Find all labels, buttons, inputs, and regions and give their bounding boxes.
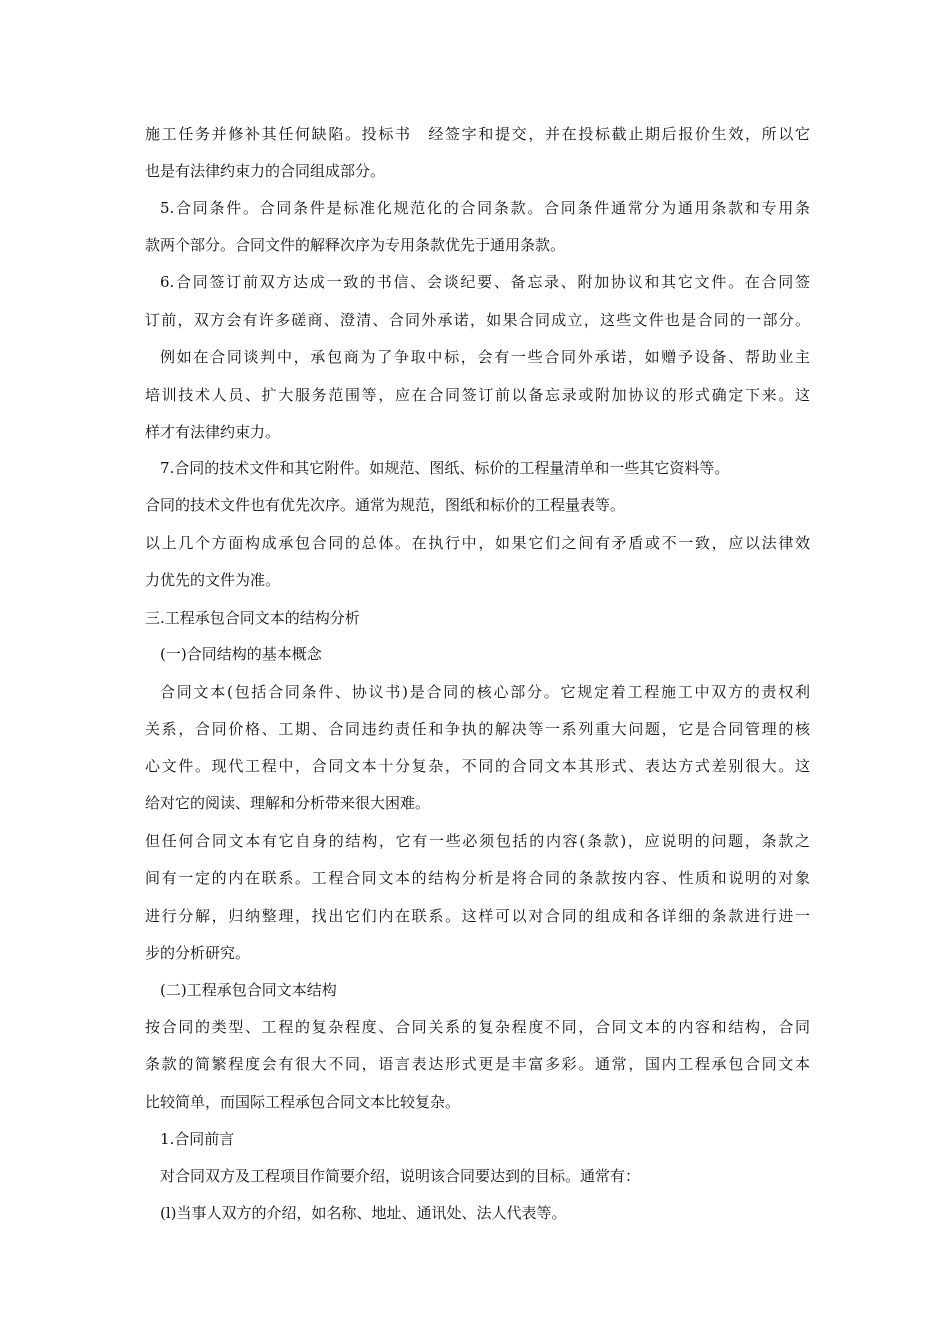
text-line: 关系，合同价格、工期、合同违约责任和争执的解决等一系列重大问题，它是合同管理的核	[145, 720, 810, 738]
text-line: 合同的技术文件也有优先次序。通常为规范，图纸和标价的工程量表等。	[145, 496, 626, 514]
text-line: 施工任务并修补其任何缺陷。投标书 经签字和提交，并在投标截止期后报价生效，所以它	[145, 125, 810, 143]
text-line: 以上几个方面构成承包合同的总体。在执行中，如果它们之间有矛盾或不一致，应以法律效	[145, 534, 810, 552]
section-heading: 三.工程承包合同文本的结构分析	[145, 609, 360, 627]
text-line: 5.合同条件。合同条件是标准化规范化的合同条款。合同条件通常分为通用条款和专用条	[160, 199, 810, 217]
text-line: 订前，双方会有许多磋商、澄清、合同外承诺，如果合同成立，这些文件也是合同的一部分。	[145, 311, 810, 329]
text-line: 培训技术人员、扩大服务范围等，应在合同签订前以备忘录或附加协议的形式确定下来。这	[145, 386, 810, 404]
text-line: 但任何合同文本有它自身的结构，它有一些必须包括的内容(条款)，应说明的问题，条款之	[145, 832, 810, 850]
text-line: 款两个部分。合同文件的解释次序为专用条款优先于通用条款。	[145, 236, 566, 254]
text-line: 按合同的类型、工程的复杂程度、合同关系的复杂程度不同，合同文本的内容和结构，合同	[145, 1018, 810, 1036]
text-line: (l)当事人双方的介绍，如名称、地址、通讯处、法人代表等。	[160, 1204, 567, 1222]
text-line: 例如在合同谈判中，承包商为了争取中标，会有一些合同外承诺，如赠予设备、帮助业主	[160, 348, 810, 366]
text-line: 心文件。现代工程中，合同文本十分复杂，不同的合同文本其形式、表达方式差别很大。这	[145, 757, 810, 775]
text-line: 对合同双方及工程项目作简要介绍，说明该合同要达到的目标。通常有：	[160, 1167, 641, 1185]
text-line: 间有一定的内在联系。工程合同文本的结构分析是将合同的条款按内容、性质和说明的对象	[145, 869, 810, 887]
text-line: 给对它的阅读、理解和分析带来很大困难。	[145, 794, 431, 812]
text-line: 进行分解，归纳整理，找出它们内在联系。这样可以对合同的组成和各详细的条款进行进一	[145, 907, 810, 925]
text-line: 比较简单，而国际工程承包合同文本比较复杂。	[145, 1093, 461, 1111]
subsection-heading: (一)合同结构的基本概念	[160, 645, 322, 663]
subsection-heading: 1.合同前言	[160, 1130, 235, 1148]
text-line: 也是有法律约束力的合同组成部分。	[145, 162, 386, 180]
text-line: 力优先的文件为准。	[145, 571, 281, 589]
subsection-heading: (二)工程承包合同文本结构	[160, 981, 337, 999]
text-line: 合同文本(包括合同条件、协议书)是合同的核心部分。它规定着工程施工中双方的责权利	[160, 683, 810, 701]
text-line: 样才有法律约束力。	[145, 423, 281, 441]
text-line: 步的分析研究。	[145, 944, 251, 962]
text-line: 条款的简繁程度会有很大不同，语言表达形式更是丰富多彩。通常，国内工程承包合同文本	[145, 1055, 810, 1073]
text-line: 7.合同的技术文件和其它附件。如规范、图纸、标价的工程量清单和一些其它资料等。	[160, 459, 730, 477]
text-line: 6.合同签订前双方达成一致的书信、会谈纪要、备忘录、附加协议和其它文件。在合同签	[160, 273, 810, 291]
